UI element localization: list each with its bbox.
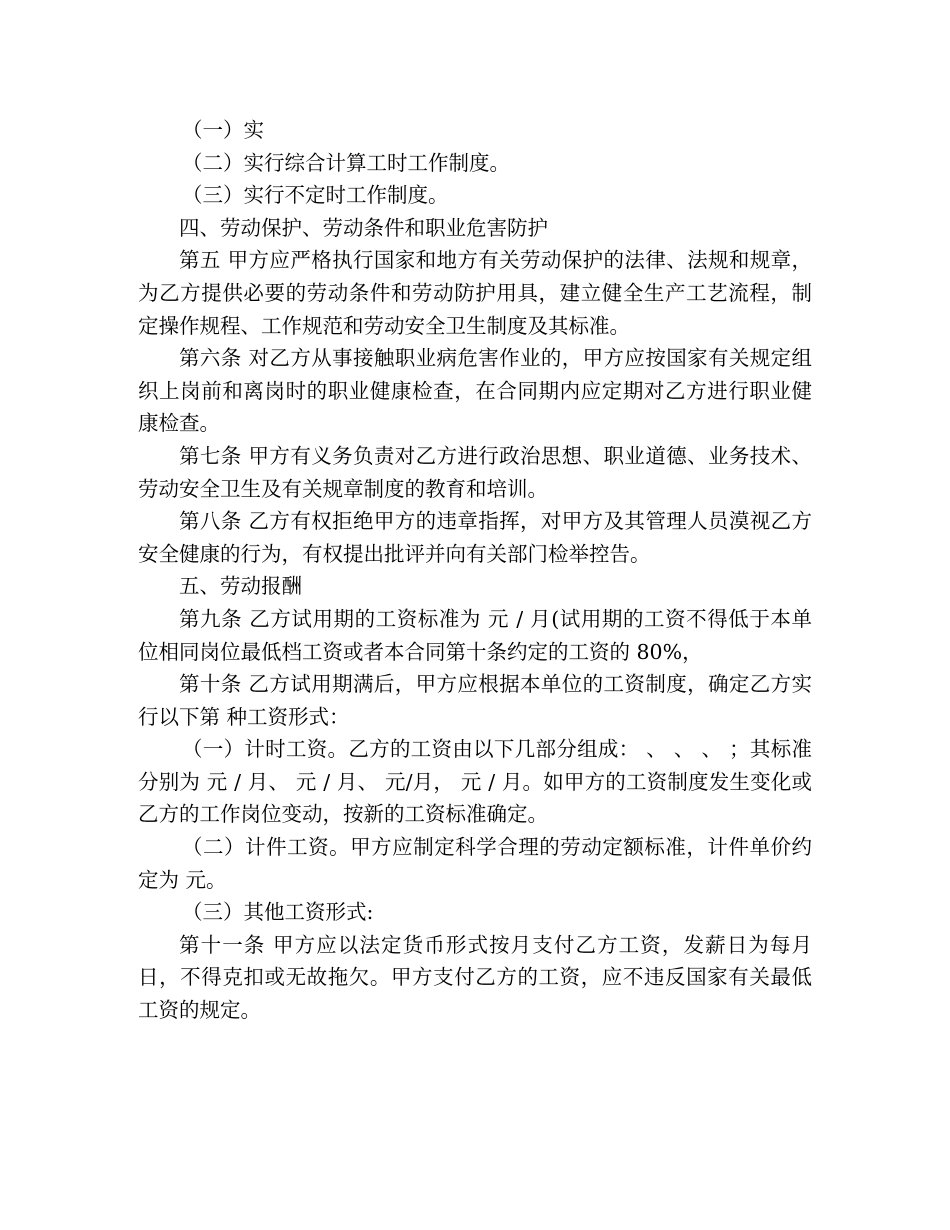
document-body: [138, 114, 812, 1027]
wage-form-hourly: （一）计时工资。乙方的工资由以下几部分组成： 、 、 、 ；其标准分别为 元 / 月、 元 / 月、 元/月， 元 / 月。如甲方的工资制度发生变化或乙方的工作岗位变动，按新的工资标准确定。: [138, 737, 812, 827]
wage-form-other: （三）其他工资形式:: [182, 900, 374, 925]
article-8: 第八条 乙方有权拒绝甲方的违章指挥，对甲方及其管理人员漠视乙方安全健康的行为，有权提出批评并向有关部门检举控告。: [138, 509, 812, 566]
paragraph-3: （三）实行不定时工作制度。: [182, 183, 449, 208]
article-9: 第九条 乙方试用期的工资标准为 元 / 月(试用期的工资不得低于本单位相同岗位最低档工资或者本合同第十条约定的工资的 80%，: [138, 606, 812, 664]
article-6: 第六条 对乙方从事接触职业病危害作业的，甲方应按国家有关规定组织上岗前和离岗时的职业健康检查，在合同期内应定期对乙方进行职业健康检查。: [138, 346, 812, 436]
paragraph-2: （二）实行综合计算工时工作制度。: [182, 150, 510, 175]
wage-form-piece: （二）计件工资。甲方应制定科学合理的劳动定额标准，计件单价约定为 元。: [138, 835, 812, 892]
article-10: 第十条 乙方试用期满后，甲方应根据本单位的工资制度，确定乙方实行以下第 种工资形式：: [138, 672, 812, 729]
paragraph-1: （一）实: [182, 118, 264, 142]
article-5: 第五 甲方应严格执行国家和地方有关劳动保护的法律、法规和规章，为乙方提供必要的劳动条件和劳动防护用具，建立健全生产工艺流程，制定操作规程、工作规范和劳动安全卫生制度及其标准。: [138, 248, 812, 338]
article-7: 第七条 甲方有义务负责对乙方进行政治思想、职业道德、业务技术、劳动安全卫生及有关规章制度的教育和培训。: [138, 443, 812, 501]
section-heading-labor-protection: 四、劳动保护、劳动条件和职业危害防护: [179, 215, 548, 240]
section-heading-remuneration: 五、劳动报酬: [179, 574, 302, 599]
article-11: 第十一条 甲方应以法定货币形式按月支付乙方工资，发薪日为每月 日，不得克扣或无故拖欠。甲方支付乙方的工资，应不违反国家有关最低工资的规定。: [138, 932, 812, 1023]
